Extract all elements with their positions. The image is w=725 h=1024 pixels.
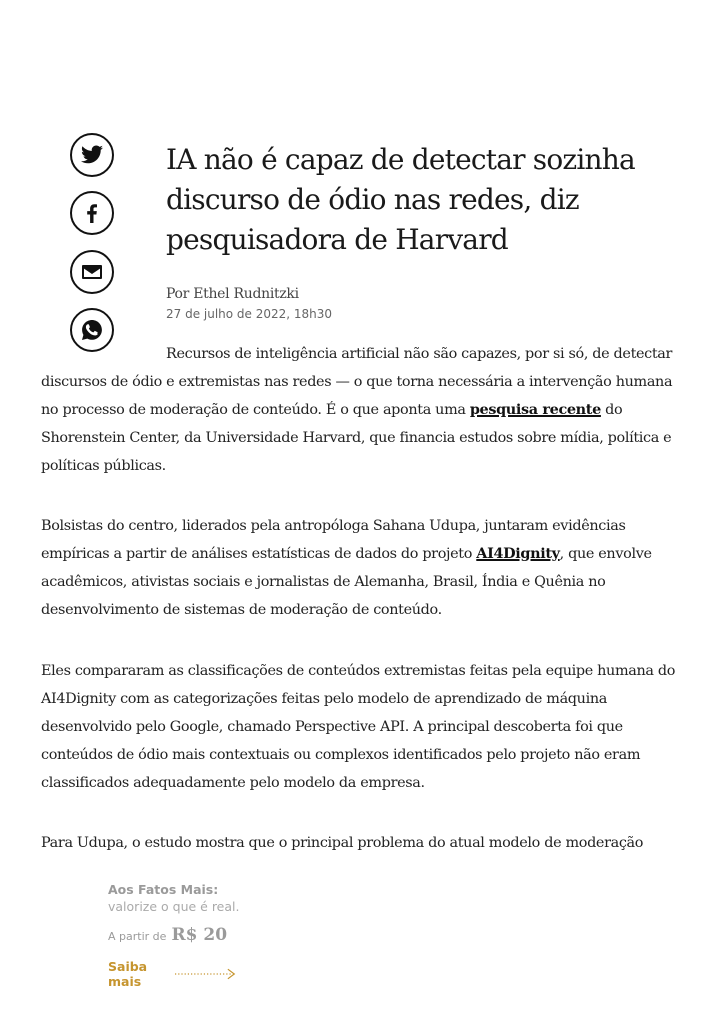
paragraph-text: Recursos de inteligência artificial não são capazes, por si só, de detectar discursos de ódio e extremistas nas redes — o que torna necessária a intervenção humana no processo de moderação de conteúdo. É o que aponta uma: [41, 346, 673, 418]
share-facebook-button[interactable]: [70, 191, 114, 235]
cta-label: Saiba mais: [108, 959, 148, 989]
share-twitter-button[interactable]: [70, 133, 114, 177]
arrow-right-icon: [175, 967, 239, 981]
promo-tagline: valorize o que é real.: [108, 899, 240, 914]
whatsapp-icon: [80, 318, 104, 342]
subscription-promo: [108, 881, 240, 989]
promo-price: R$ 20: [171, 925, 228, 945]
paragraph-text: Bolsistas do centro, liderados pela antropóloga Sahana Udupa, juntaram evidências empíricas a partir de análises estatísticas de dados do projeto: [41, 518, 626, 562]
twitter-bird-icon: [80, 143, 104, 167]
article-paragraph: [41, 512, 686, 624]
saiba-mais-link[interactable]: [108, 959, 239, 989]
article-paragraph: [41, 340, 686, 480]
article-title: IA não é capaz de detectar sozinha discurso de ódio nas redes, diz pesquisadora de Harvard: [166, 143, 635, 256]
envelope-icon: [80, 260, 104, 284]
paragraph-text: , que envolve acadêmicos, ativistas sociais e jornalistas de Alemanha, Brasil, Índia e Quênia no desenvolvimento de sistemas de moderação de conteúdo.: [41, 546, 652, 618]
article-date: 27 de julho de 2022, 18h30: [166, 307, 333, 321]
promo-price-prefix: A partir de: [108, 930, 167, 943]
paragraph-text: do Shorenstein Center, da Universidade Harvard, que financia estudos sobre mídia, política e políticas públicas.: [41, 402, 672, 474]
facebook-icon: [80, 201, 104, 225]
ai4dignity-link[interactable]: AI4Dignity: [476, 545, 560, 562]
promo-price-row: [108, 925, 239, 945]
share-email-button[interactable]: [70, 250, 114, 294]
article-paragraph: Para Udupa, o estudo mostra que o principal problema do atual modelo de moderação: [41, 835, 644, 851]
article-paragraph: Eles compararam as classificações de conteúdos extremistas feitas pela equipe humana do AI4Dignity com as categorizações feitas pelo modelo de aprendizado de máquina desenvolvido pelo Google, chamado Perspective API. A principal descoberta foi que conteúdos de ódio mais contextuais ou complexos identificados pelo projeto não eram classificados adequadamente pelo modelo da empresa.: [41, 663, 676, 791]
promo-brand: Aos Fatos Mais:: [108, 882, 219, 897]
research-link[interactable]: pesquisa recente: [469, 401, 601, 418]
article-byline: Por Ethel Rudnitzki: [166, 286, 299, 302]
